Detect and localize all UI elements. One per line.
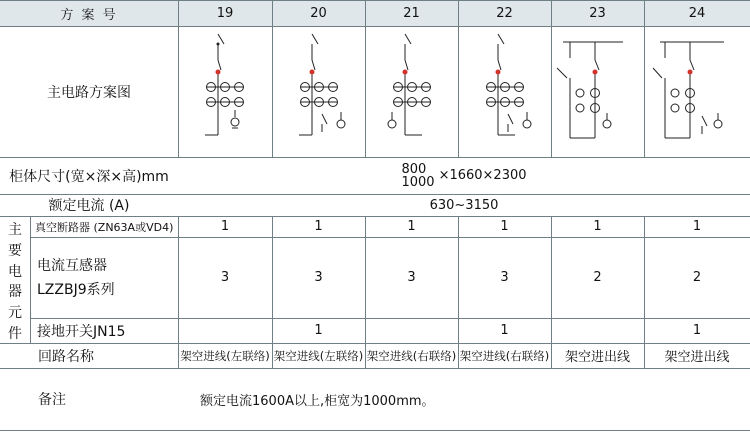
group-char-4: 器 [8,284,22,301]
earth-count-24: 1 [692,323,702,338]
remark-label: 备注 [38,392,66,408]
circuit-diagram-23 [555,38,641,142]
vacuum-breaker-label: 真空断路器 (ZN63A或VD4) [35,220,174,234]
circuit-name-21: 架空进线(右联络) [366,348,457,363]
scheme-number-19: 19 [216,5,234,21]
breaker-count-22: 1 [500,219,509,234]
earthing-switch-label: 接地开关JN15 [37,323,126,340]
earth-count-19 [178,318,272,343]
circuit-diagram-24 [650,38,740,142]
group-char-6: 件 [8,325,22,342]
circuit-diagram-19 [195,32,255,140]
circuit-name-22: 架空进线(右联络) [459,348,550,363]
breaker-count-23: 1 [593,219,602,234]
earth-count-22: 1 [500,323,509,338]
ct-label-line1: 电流互感器 [37,257,107,274]
group-char-3: 电 [8,263,22,280]
scheme-number-label: 方 案 号 [60,7,118,23]
rated-current-label: 额定电流 (A) [48,198,130,214]
breaker-count-20: 1 [314,219,323,234]
cabinet-width-800: 800 [401,161,427,177]
circuit-diagram-21 [382,32,442,140]
ct-count-20: 3 [314,270,323,285]
group-char-2: 要 [8,242,22,259]
circuit-diagram-20 [289,32,349,140]
circuit-name-23: 架空进出线 [564,350,630,365]
breaker-count-24: 1 [692,219,702,234]
cabinet-depth-height: ×1660×2300 [438,168,527,183]
remark-value: 额定电流1600A以上,柜宽为1000mm。 [200,393,435,409]
circuit-name-24: 架空进出线 [664,350,730,365]
scheme-number-23: 23 [589,5,606,21]
earth-count-23 [551,318,644,343]
ct-count-21: 3 [407,270,416,285]
cabinet-size-value [178,157,750,194]
earth-count-21 [365,318,458,343]
group-char-1: 主 [8,222,22,238]
current-transformer-label [31,237,178,318]
ct-count-24: 2 [692,270,702,285]
group-char-5: 元 [8,305,22,322]
breaker-count-19: 1 [220,219,230,234]
diagram-row-label: 主电路方案图 [47,84,131,101]
ct-label-line2: LZZBJ9系列 [37,281,115,298]
scheme-number-22: 22 [496,5,513,21]
scheme-number-24: 24 [688,5,706,21]
main-components-group-label [4,219,26,343]
circuit-diagram-22 [475,32,535,140]
scheme-number-21: 21 [403,5,420,21]
ct-count-19: 3 [220,270,230,285]
scheme-number-20: 20 [310,5,327,21]
earth-count-20: 1 [314,323,323,338]
circuit-name-20: 架空进线(左联络) [273,348,364,363]
ct-count-23: 2 [593,270,602,285]
rated-current-value: 630~3150 [429,197,499,213]
cabinet-size-label: 柜体尺寸(宽×深×高)mm [9,168,169,185]
breaker-count-21: 1 [407,219,416,234]
circuit-name-label: 回路名称 [38,348,94,365]
circuit-name-19: 架空进线(左联络) [180,348,270,363]
cabinet-width-1000: 1000 [401,174,435,190]
ct-count-22: 3 [500,270,509,285]
